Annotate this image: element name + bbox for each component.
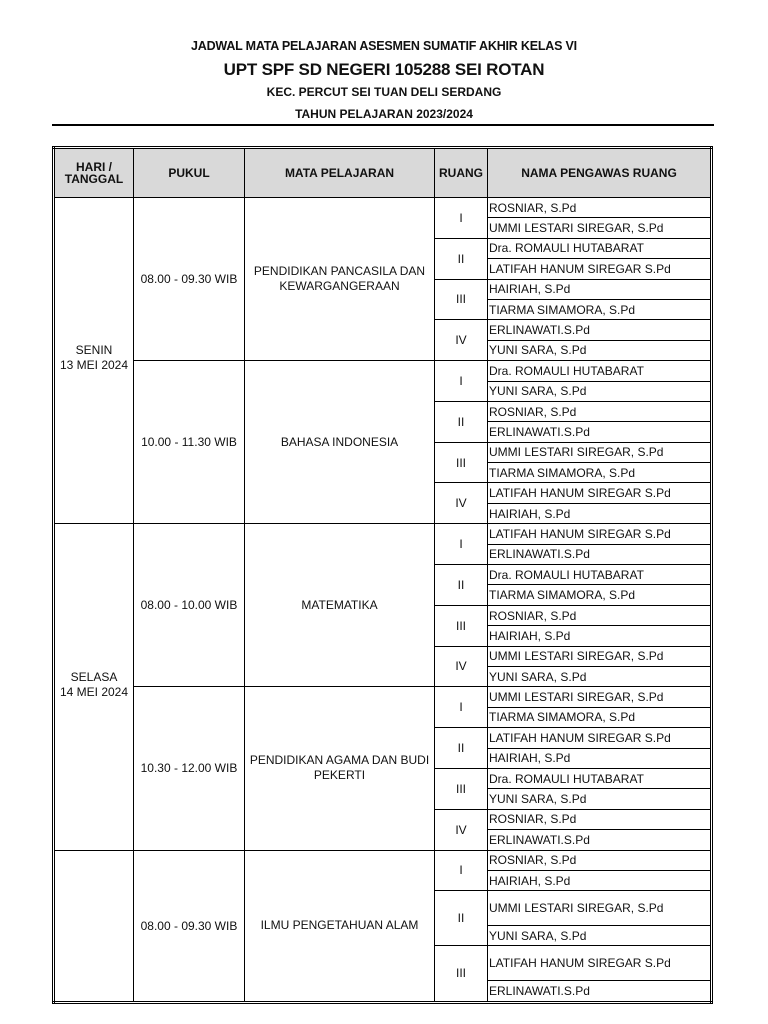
subject-line: MATEMATIKA [301,597,378,612]
table-row [54,198,712,218]
school-district: KEC. PERCUT SEI TUAN DELI SERDANG [266,85,502,99]
supervisor-name: Dra. ROMAULI HUTABARAT [488,565,712,585]
day-date: 14 MEI 2024 [59,684,129,699]
room-number: I [435,850,488,891]
supervisor-name: TIARMA SIMAMORA, S.Pd [488,585,712,605]
room-number: I [435,524,488,565]
academic-year: TAHUN PELAJARAN 2023/2024 [295,107,473,121]
header-rule [52,124,714,126]
supervisor-name: LATIFAH HANUM SIREGAR S.Pd [488,946,712,981]
day-date-cell [54,198,134,524]
supervisor-name: ERLINAWATI.S.Pd [488,544,712,564]
subject-line: KEWARGANGERAAN [279,279,400,294]
supervisor-name: Dra. ROMAULI HUTABARAT [488,768,712,788]
supervisor-name: LATIFAH HANUM SIREGAR S.Pd [488,524,712,544]
header-subject: MATA PELAJARAN [245,148,435,198]
session-subject [245,524,435,687]
room-number: III [435,768,488,809]
supervisor-name: HAIRIAH, S.Pd [488,870,712,890]
room-number: II [435,891,488,946]
supervisor-name: ROSNIAR, S.Pd [488,809,712,829]
supervisor-name: UMMI LESTARI SIREGAR, S.Pd [488,687,712,707]
header-supervisor: NAMA PENGAWAS RUANG [488,148,712,198]
supervisor-name: ROSNIAR, S.Pd [488,605,712,625]
session-time: 08.00 - 09.30 WIB [134,198,245,361]
schedule-table [52,146,713,1004]
supervisor-name: Dra. ROMAULI HUTABARAT [488,238,712,258]
subject-line: PENDIDIKAN AGAMA DAN BUDI [249,753,430,768]
table-row [54,850,712,870]
header-time: PUKUL [134,148,245,198]
table-header-row [54,148,712,198]
header-day-label: HARI / [76,160,112,174]
subject-line: PENDIDIKAN PANCASILA DAN [253,264,426,279]
supervisor-name: YUNI SARA, S.Pd [488,789,712,809]
supervisor-name: LATIFAH HANUM SIREGAR S.Pd [488,483,712,503]
room-number: II [435,728,488,769]
room-number: II [435,401,488,442]
supervisor-name: UMMI LESTARI SIREGAR, S.Pd [488,218,712,238]
supervisor-name: HAIRIAH, S.Pd [488,748,712,768]
room-number: III [435,279,488,320]
room-number: IV [435,483,488,524]
supervisor-name: ERLINAWATI.S.Pd [488,981,712,1002]
subject-line: ILMU PENGETAHUAN ALAM [260,918,419,932]
header-room: RUANG [435,148,488,198]
session-time: 10.00 - 11.30 WIB [134,361,245,524]
session-subject [245,198,435,361]
supervisor-name: Dra. ROMAULI HUTABARAT [488,361,712,381]
room-number: IV [435,320,488,361]
supervisor-name: TIARMA SIMAMORA, S.Pd [488,707,712,727]
supervisor-name: YUNI SARA, S.Pd [488,340,712,360]
supervisor-name: HAIRIAH, S.Pd [488,503,712,523]
room-number: III [435,605,488,646]
room-number: II [435,565,488,606]
supervisor-name: HAIRIAH, S.Pd [488,279,712,299]
session-subject [245,687,435,850]
table-row [54,361,712,381]
session-subject [245,361,435,524]
day-date-cell [54,524,134,850]
room-number: IV [435,646,488,687]
header-day-date [54,148,134,198]
supervisor-name: ROSNIAR, S.Pd [488,401,712,421]
supervisor-name: TIARMA SIMAMORA, S.Pd [488,299,712,319]
supervisor-name: TIARMA SIMAMORA, S.Pd [488,463,712,483]
room-number: I [435,687,488,728]
supervisor-name: LATIFAH HANUM SIREGAR S.Pd [488,259,712,279]
room-number: III [435,442,488,483]
room-number: I [435,198,488,239]
table-row [54,687,712,707]
subject-line: BAHASA INDONESIA [280,434,399,449]
room-number: II [435,238,488,279]
supervisor-name: UMMI LESTARI SIREGAR, S.Pd [488,646,712,666]
supervisor-name: HAIRIAH, S.Pd [488,626,712,646]
supervisor-name: ERLINAWATI.S.Pd [488,422,712,442]
supervisor-name: ROSNIAR, S.Pd [488,850,712,870]
day-name: SENIN [75,343,113,358]
room-number: I [435,361,488,402]
supervisor-name: YUNI SARA, S.Pd [488,926,712,946]
room-number: III [435,946,488,1002]
table-row [54,524,712,544]
supervisor-name: YUNI SARA, S.Pd [488,381,712,401]
day-date: 13 MEI 2024 [59,358,129,373]
day-name: SELASA [70,669,118,684]
header-date-label: TANGGAL [64,172,124,186]
schedule-body [54,198,712,1003]
supervisor-name: LATIFAH HANUM SIREGAR S.Pd [488,728,712,748]
supervisor-name: ROSNIAR, S.Pd [488,198,712,218]
session-subject [245,850,435,1002]
supervisor-name: YUNI SARA, S.Pd [488,666,712,686]
day-date-cell [54,850,134,1002]
supervisor-name: UMMI LESTARI SIREGAR, S.Pd [488,442,712,462]
supervisor-name: ERLINAWATI.S.Pd [488,830,712,850]
school-name: UPT SPF SD NEGERI 105288 SEI ROTAN [223,60,545,79]
subject-line: PEKERTI [313,768,366,783]
supervisor-name: ERLINAWATI.S.Pd [488,320,712,340]
session-time: 08.00 - 10.00 WIB [134,524,245,687]
session-time: 10.30 - 12.00 WIB [134,687,245,850]
supervisor-name: UMMI LESTARI SIREGAR, S.Pd [488,891,712,926]
document-title: JADWAL MATA PELAJARAN ASESMEN SUMATIF AKHIR KELAS VI [191,39,577,53]
session-time: 08.00 - 09.30 WIB [134,850,245,1002]
room-number: IV [435,809,488,850]
